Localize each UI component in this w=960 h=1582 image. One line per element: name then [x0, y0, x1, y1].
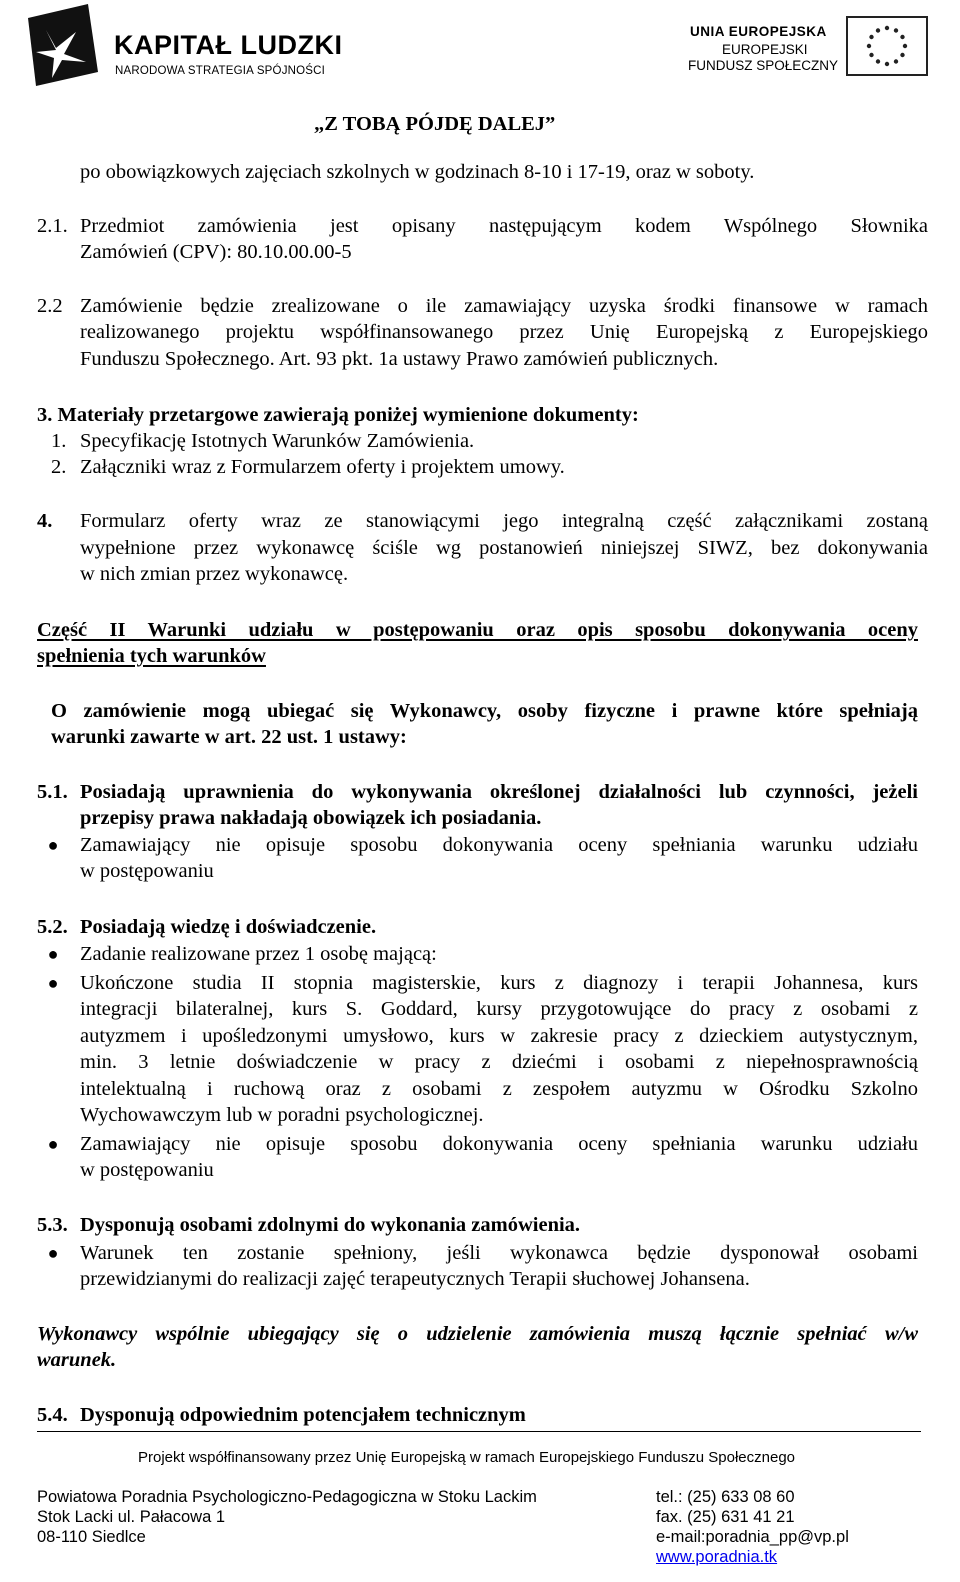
footer-project-note: Projekt współfinansowany przez Unię Europejską w ramach Europejskiego Funduszu Społecznego [138, 1449, 796, 1466]
section-5-2-bullet2-line4: min. 3 letnie doświadczenie w pracy z dziećmi i osobami z niepełnosprawnością [80, 1051, 918, 1073]
section-4-line1: Formularz oferty wraz ze stanowiącymi jego integralną część załącznikami zostaną [80, 510, 928, 532]
section-5-3-bullet1-line2: przewidzianymi do realizacji zajęć terapeutycznych Terapii słuchowej Johansena. [80, 1268, 750, 1290]
footer-org-name: Powiatowa Poradnia Psychologiczno-Pedagogiczna w Stoku Lackim [37, 1488, 537, 1506]
section-3-item2: Załączniki wraz z Formularzem oferty i projektem umowy. [80, 456, 565, 478]
bullet-icon: ● [47, 1134, 59, 1154]
bullet-icon: ● [47, 944, 59, 964]
logo-left-title: KAPITAŁ LUDZKI [114, 30, 343, 60]
logo-right-line2: EUROPEJSKI [722, 42, 808, 57]
section-2-1-line2: Zamówień (CPV): 80.10.00.00-5 [80, 241, 352, 263]
section-5-1-bullet1-line1: Zamawiający nie opisuje sposobu dokonywania oceny spełniania warunku udziału [80, 834, 918, 856]
intro-line: po obowiązkowych zajęciach szkolnych w godzinach 8-10 i 17-19, oraz w soboty. [80, 161, 755, 183]
bullet-icon: ● [47, 835, 59, 855]
section-3-item1: Specyfikację Istotnych Warunków Zamówienia. [80, 430, 475, 452]
section-4-line3: w nich zmian przez wykonawcę. [80, 563, 349, 585]
section-3-heading: 3. Materiały przetargowe zawierają poniżej wymienione dokumenty: [37, 404, 639, 426]
part-2-heading-line2: spełnienia tych warunków [37, 645, 266, 667]
section-4-number: 4. [37, 510, 53, 532]
slogan: „Z TOBĄ PÓJDĘ DALEJ” [314, 113, 556, 135]
section-5-2-bullet2-line6: Wychowawczym lub w poradni psychologicznej. [80, 1104, 484, 1126]
section-5-4-heading: Dysponują odpowiednim potencjałem technicznym [80, 1404, 526, 1426]
section-5-3-number: 5.3. [37, 1214, 68, 1236]
section-2-1-line1: Przedmiot zamówienia jest opisany następującym kodem Wspólnego Słownika [80, 215, 928, 237]
footer-address2: 08-110 Siedlce [37, 1528, 146, 1546]
kapital-ludzki-logo [26, 2, 346, 90]
section-5-2-bullet2-line1: Ukończone studia II stopnia magisterskie, kurs z diagnozy i terapii Johannesa, kurs [80, 972, 918, 994]
section-5-1-number: 5.1. [37, 781, 68, 803]
eu-logo [680, 14, 930, 84]
kapital-ludzki-emblem-icon [26, 2, 100, 88]
logo-left-subtitle: NARODOWA STRATEGIA SPÓJNOŚCI [115, 65, 326, 77]
section-2-2-line1: Zamówienie będzie zrealizowane o ile zamawiający uzyska środki finansowe w ramach [80, 295, 928, 317]
section-5-3-bullet1-line1: Warunek ten zostanie spełniony, jeśli wykonawca będzie dysponował osobami [80, 1242, 918, 1264]
section-5-2-bullet2-line2: integracji bilateralnej, kurs S. Goddard, kursy przygotowujące do pracy z osobami z [80, 998, 918, 1020]
footer-tel: tel.: (25) 633 08 60 [656, 1488, 795, 1506]
section-5-2-bullet3-line1: Zamawiający nie opisuje sposobu dokonywania oceny spełniania warunku udziału [80, 1133, 918, 1155]
bullet-icon: ● [47, 973, 59, 993]
section-2-1-number: 2.1. [37, 215, 68, 237]
section-5-2-bullet1: Zadanie realizowane przez 1 osobę mającą: [80, 943, 437, 965]
section-5-2-bullet2-line3: autyzmem i upośledzonymi umysłowo, kurs w zakresie pracy z dzieckiem autystycznym, [80, 1025, 918, 1047]
joint-bidders-note-line2: warunek. [37, 1349, 117, 1371]
logo-right-line3: FUNDUSZ SPOŁECZNY [688, 58, 839, 73]
eu-flag-icon [846, 16, 928, 76]
section-5-2-bullet3-line2: w postępowaniu [80, 1159, 214, 1181]
section-3-item2-number: 2. [51, 456, 67, 478]
section-5-3-heading: Dysponują osobami zdolnymi do wykonania zamówienia. [80, 1214, 581, 1236]
section-5-2-number: 5.2. [37, 916, 68, 938]
section-5-2-bullet2-line5: intelektualną i ruchową oraz z osobami z zespołem autyzmu w Ośrodku Szkolno [80, 1078, 918, 1100]
section-5-4-number: 5.4. [37, 1404, 68, 1426]
footer-address1: Stok Lacki ul. Pałacowa 1 [37, 1508, 226, 1526]
part-2-heading-line1: Część II Warunki udziału w postępowaniu oraz opis sposobu dokonywania oceny [37, 619, 918, 641]
footer-email[interactable]: e-mail:poradnia_pp@vp.pl [656, 1528, 849, 1546]
section-5-1-line2: przepisy prawa nakładają obowiązek ich posiadania. [80, 807, 542, 829]
joint-bidders-note-line1: Wykonawcy wspólnie ubiegający się o udzielenie zamówienia muszą łącznie spełniać w/w [37, 1323, 918, 1345]
footer-fax: fax. (25) 631 41 21 [656, 1508, 795, 1526]
section-5-1-bullet1-line2: w postępowaniu [80, 860, 214, 882]
section-5-2-heading: Posiadają wiedzę i doświadczenie. [80, 916, 377, 938]
section-5-1-line1: Posiadają uprawnienia do wykonywania określonej działalności lub czynności, jeżeli [80, 781, 918, 803]
footer-divider [37, 1431, 921, 1432]
section-2-2-line2: realizowanego projektu współfinansowanego przez Unię Europejską z Europejskiego [80, 321, 928, 343]
conditions-intro-line2: warunki zawarte w art. 22 ust. 1 ustawy: [51, 726, 407, 748]
section-2-2-number: 2.2 [37, 295, 63, 317]
bullet-icon: ● [47, 1243, 59, 1263]
conditions-intro-line1: O zamówienie mogą ubiegać się Wykonawcy, osoby fizyczne i prawne które spełniają [51, 700, 918, 722]
footer-website-link[interactable]: www.poradnia.tk [656, 1548, 778, 1566]
section-3-item1-number: 1. [51, 430, 67, 452]
section-4-line2: wypełnione przez wykonawcę ściśle wg postanowień niniejszej SIWZ, bez dokonywania [80, 537, 928, 559]
logo-right-line1: UNIA EUROPEJSKA [690, 24, 827, 39]
section-2-2-line3: Funduszu Społecznego. Art. 93 pkt. 1a ustawy Prawo zamówień publicznych. [80, 348, 719, 370]
